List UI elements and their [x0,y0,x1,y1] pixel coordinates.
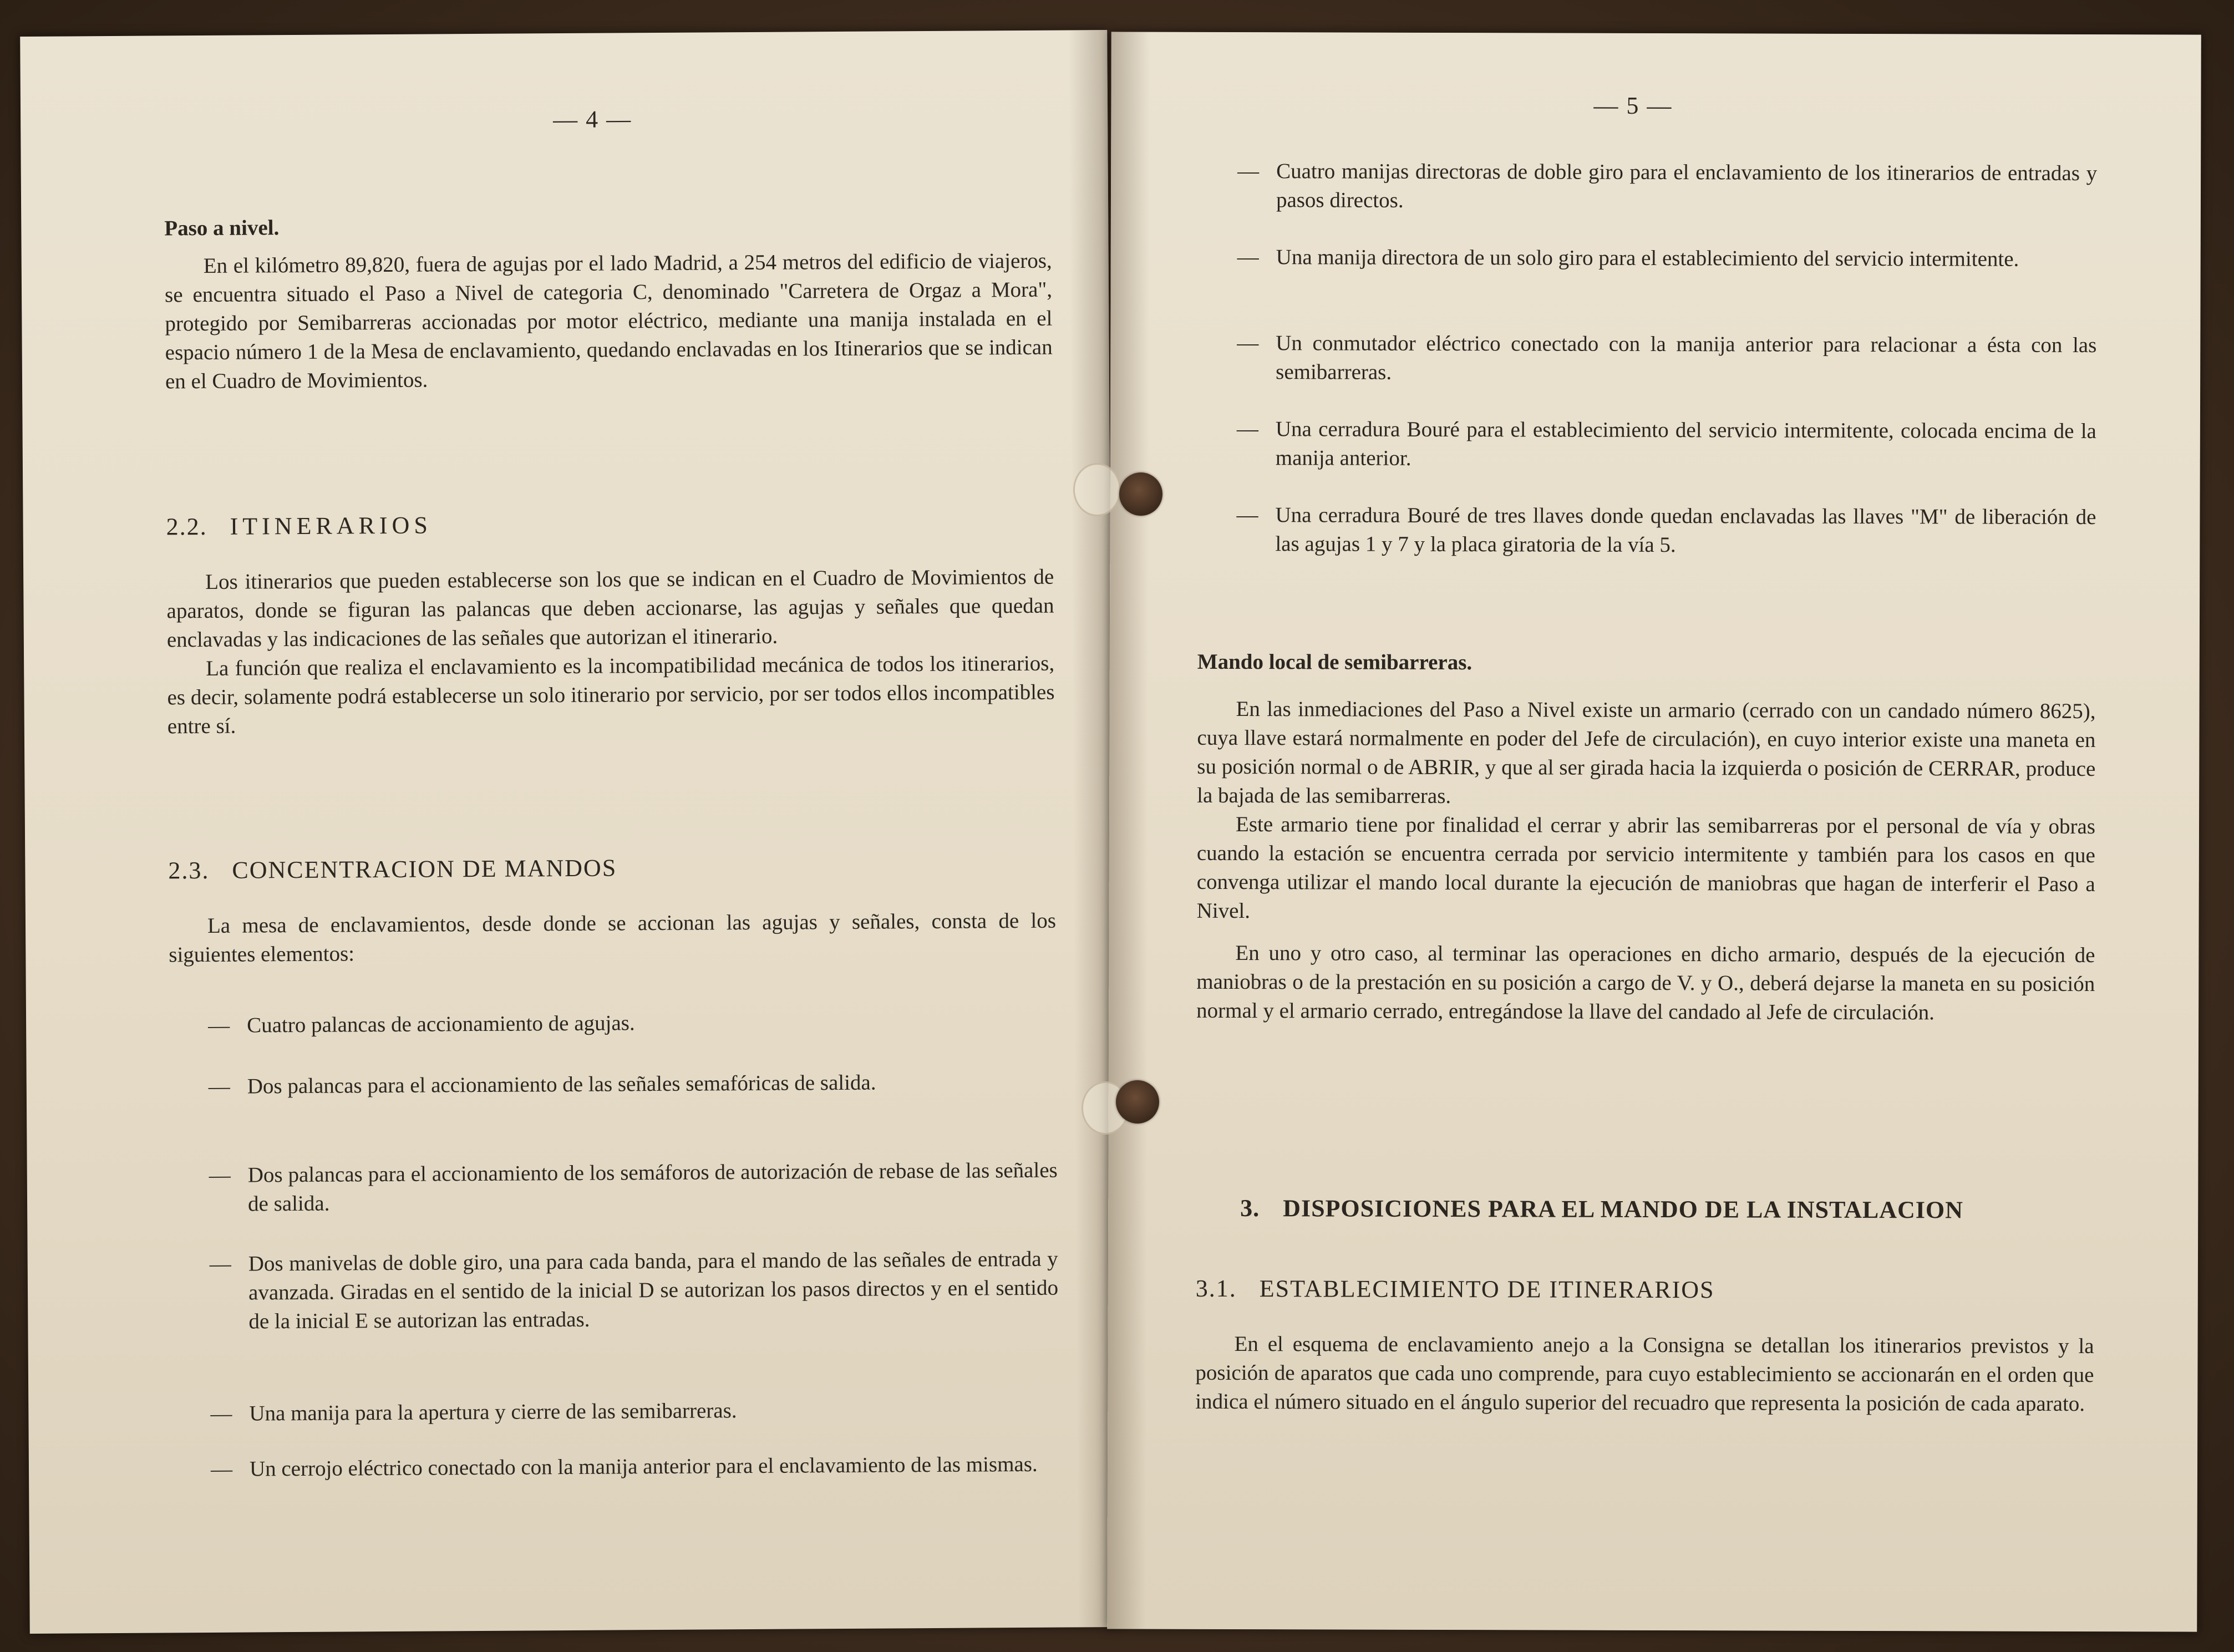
section-intro-2-3 [169,907,1057,970]
list-item-text: Dos manivelas de doble giro, una para cada banda, para el mando de las señales de entrada y avanzada. Giradas en el sentido de la inicial D se autorizan los pasos directos y en el sentido de la inicial E se autorizan las entradas. [248,1247,1059,1334]
list-item [1237,243,2097,274]
section-number: 3. [1240,1194,1260,1222]
paragraph-mando-1: En las inmediaciones del Paso a Nivel existe un armario (cerrado con un candado número 8625), cuya llave estará normalmente en poder del Jefe de circulación), en cuyo interior existe una maneta en su posición normal o de ABRIR, y que al ser girada hacia la izquierda o posición de CERRAR, produce la bajada de las semibarreras. [1197,697,2096,809]
list-item-text: Un conmutador eléctrico conectado con la manija anterior para relacionar a ésta con las semibarreras. [1276,331,2097,384]
list-dash: — [1236,503,1258,527]
punch-hole [1116,1080,1159,1124]
paragraph-text: En el esquema de enclavamiento anejo a la Consigna se detallan los itinerarios previstos y la posición de aparatos que cada uno comprende, para cuyo establecimiento se accionarán en el orden que indica el número situado en el ángulo superior del recuadro que representa la posición de cada aparato. [1195,1332,2094,1416]
paragraph-mando-2: Este armario tiene por finalidad el cerrar y abrir las semibarreras por el personal de vía y obras cuando la estación se encuentra cerrada por servicio intermitente y también para los casos en que convenga utilizar el mando local durante la ejecución de maniobras que hagan de interferir el Paso a Nivel. [1196,812,2096,923]
list-item-text: Cuatro palancas de accionamiento de agujas. [246,1011,635,1038]
list-item [210,1395,1059,1429]
section-number: 2.3. [168,856,210,885]
section-heading-3 [1240,1194,1963,1224]
section-heading-2-3 [168,853,617,885]
list-item-text: Una manija directora de un solo giro para el establecimiento del servicio intermitente. [1276,245,2019,271]
list-dash: — [209,1252,231,1276]
list-dash: — [1237,331,1259,355]
list-item [208,1007,1057,1040]
list-item-text: Dos palancas para el accionamiento de las señales semafóricas de salida. [247,1070,876,1099]
punch-hole [1119,472,1162,516]
section-title-paso-a-nivel: Paso a nivel. [164,216,280,241]
section-title-mando-local: Mando local de semibarreras. [1197,649,1473,675]
page-number: — 5 — [1593,92,1673,120]
list-item [1236,501,2096,561]
list-item-text: Una manija para la apertura y cierre de las semibarreras. [249,1399,737,1426]
list-dash: — [208,1074,230,1099]
list-dash: — [1237,245,1259,270]
left-page [20,30,1117,1634]
paragraph-text: En el kilómetro 89,820, fuera de agujas por el lado Madrid, a 254 metros del edificio de viajeros, se encuentra situado el Paso a Nivel de categoria C, denominado "Carretera de Orgaz a Mora", protegido por Semibarreras accionadas por motor eléctrico, mediante una manija instalada en el espacio número 1 de la Mesa de enclavamiento, quedando enclavadas en los Itinerarios que se indican en el Cuadro de Movimientos. [164,248,1053,394]
section-number: 2.2. [166,512,207,541]
paragraph-paso-a-nivel [165,247,1053,397]
section-title: DISPOSICIONES PARA EL MANDO DE LA INSTALACION [1283,1194,1963,1224]
list-dash: — [209,1163,231,1187]
right-page [1107,32,2201,1631]
list-item [1237,329,2096,389]
list-item-text: Dos palancas para el accionamiento de los semáforos de autorización de rebase de las señales de salida. [247,1158,1058,1216]
paragraph-itinerarios-2: La función que realiza el enclavamiento es la incompatibilidad mecánica de todos los itinerarios, es decir, solamente podrá establecerse un solo itinerario por servicio, por ser todos ellos incompatibles entre sí. [167,651,1055,739]
page-number: — 4 — [553,105,632,134]
section-heading-2-2 [166,511,432,541]
page-gutter-shadow [1107,32,1150,1629]
list-item-text: Cuatro manijas directoras de doble giro para el enclavamiento de los itinerarios de entradas y pasos directos. [1276,159,2098,212]
list-dash: — [210,1401,232,1426]
section-title: ESTABLECIMIENTO DE ITINERARIOS [1259,1275,1715,1304]
section-heading-3-1 [1196,1274,1715,1304]
section-title: CONCENTRACION DE MANDOS [232,854,617,884]
list-item [1237,415,2096,475]
list-dash: — [1236,417,1258,441]
list-item [1237,157,2097,217]
list-item-text: Una cerradura Bouré para el establecimiento del servicio intermitente, colocada encima de la manija anterior. [1275,417,2096,470]
punch-hole-ring [1073,463,1121,516]
list-item-text: Una cerradura Bouré de tres llaves donde quedan enclavadas las llaves "M" de liberación de las agujas 1 y 7 y la placa giratoria de la vía 5. [1275,503,2096,557]
list-dash: — [1237,159,1260,184]
list-item [209,1156,1058,1219]
paragraph-itinerarios-1: Los itinerarios que pueden establecerse son los que se indican en el Cuadro de Movimientos de aparatos, donde se figuran las palancas que deben accionarse, las agujas y señales que quedan enclavadas y las indicaciones de las señales que autorizan el itinerario. [166,565,1054,652]
paragraph-text: La mesa de enclavamientos, desde donde se accionan las agujas y señales, consta de los siguientes elementos: [169,908,1057,967]
list-item-text: Un cerrojo eléctrico conectado con la manija anterior para el enclavamiento de las mismas. [249,1452,1038,1481]
paragraph-mando-3: En uno y otro caso, al terminar las operaciones en dicho armario, después de la ejecución de maniobras o de la prestación en su posición a cargo de V. y O., deberá dejarse la maneta en su posición normal y el armario cerrado, entregándose la llave del candado al Jefe de circulación. [1196,941,2095,1025]
section-number: 3.1. [1195,1274,1237,1303]
list-item [211,1450,1059,1484]
section-title: ITINERARIOS [230,511,432,540]
list-item [209,1068,1057,1101]
list-dash: — [207,1013,230,1038]
list-dash: — [210,1457,233,1481]
section-body-2-2 [166,563,1055,741]
section-body-3-1 [1195,1330,2094,1419]
list-item [210,1245,1059,1336]
section-body-mando-local [1196,695,2096,1028]
